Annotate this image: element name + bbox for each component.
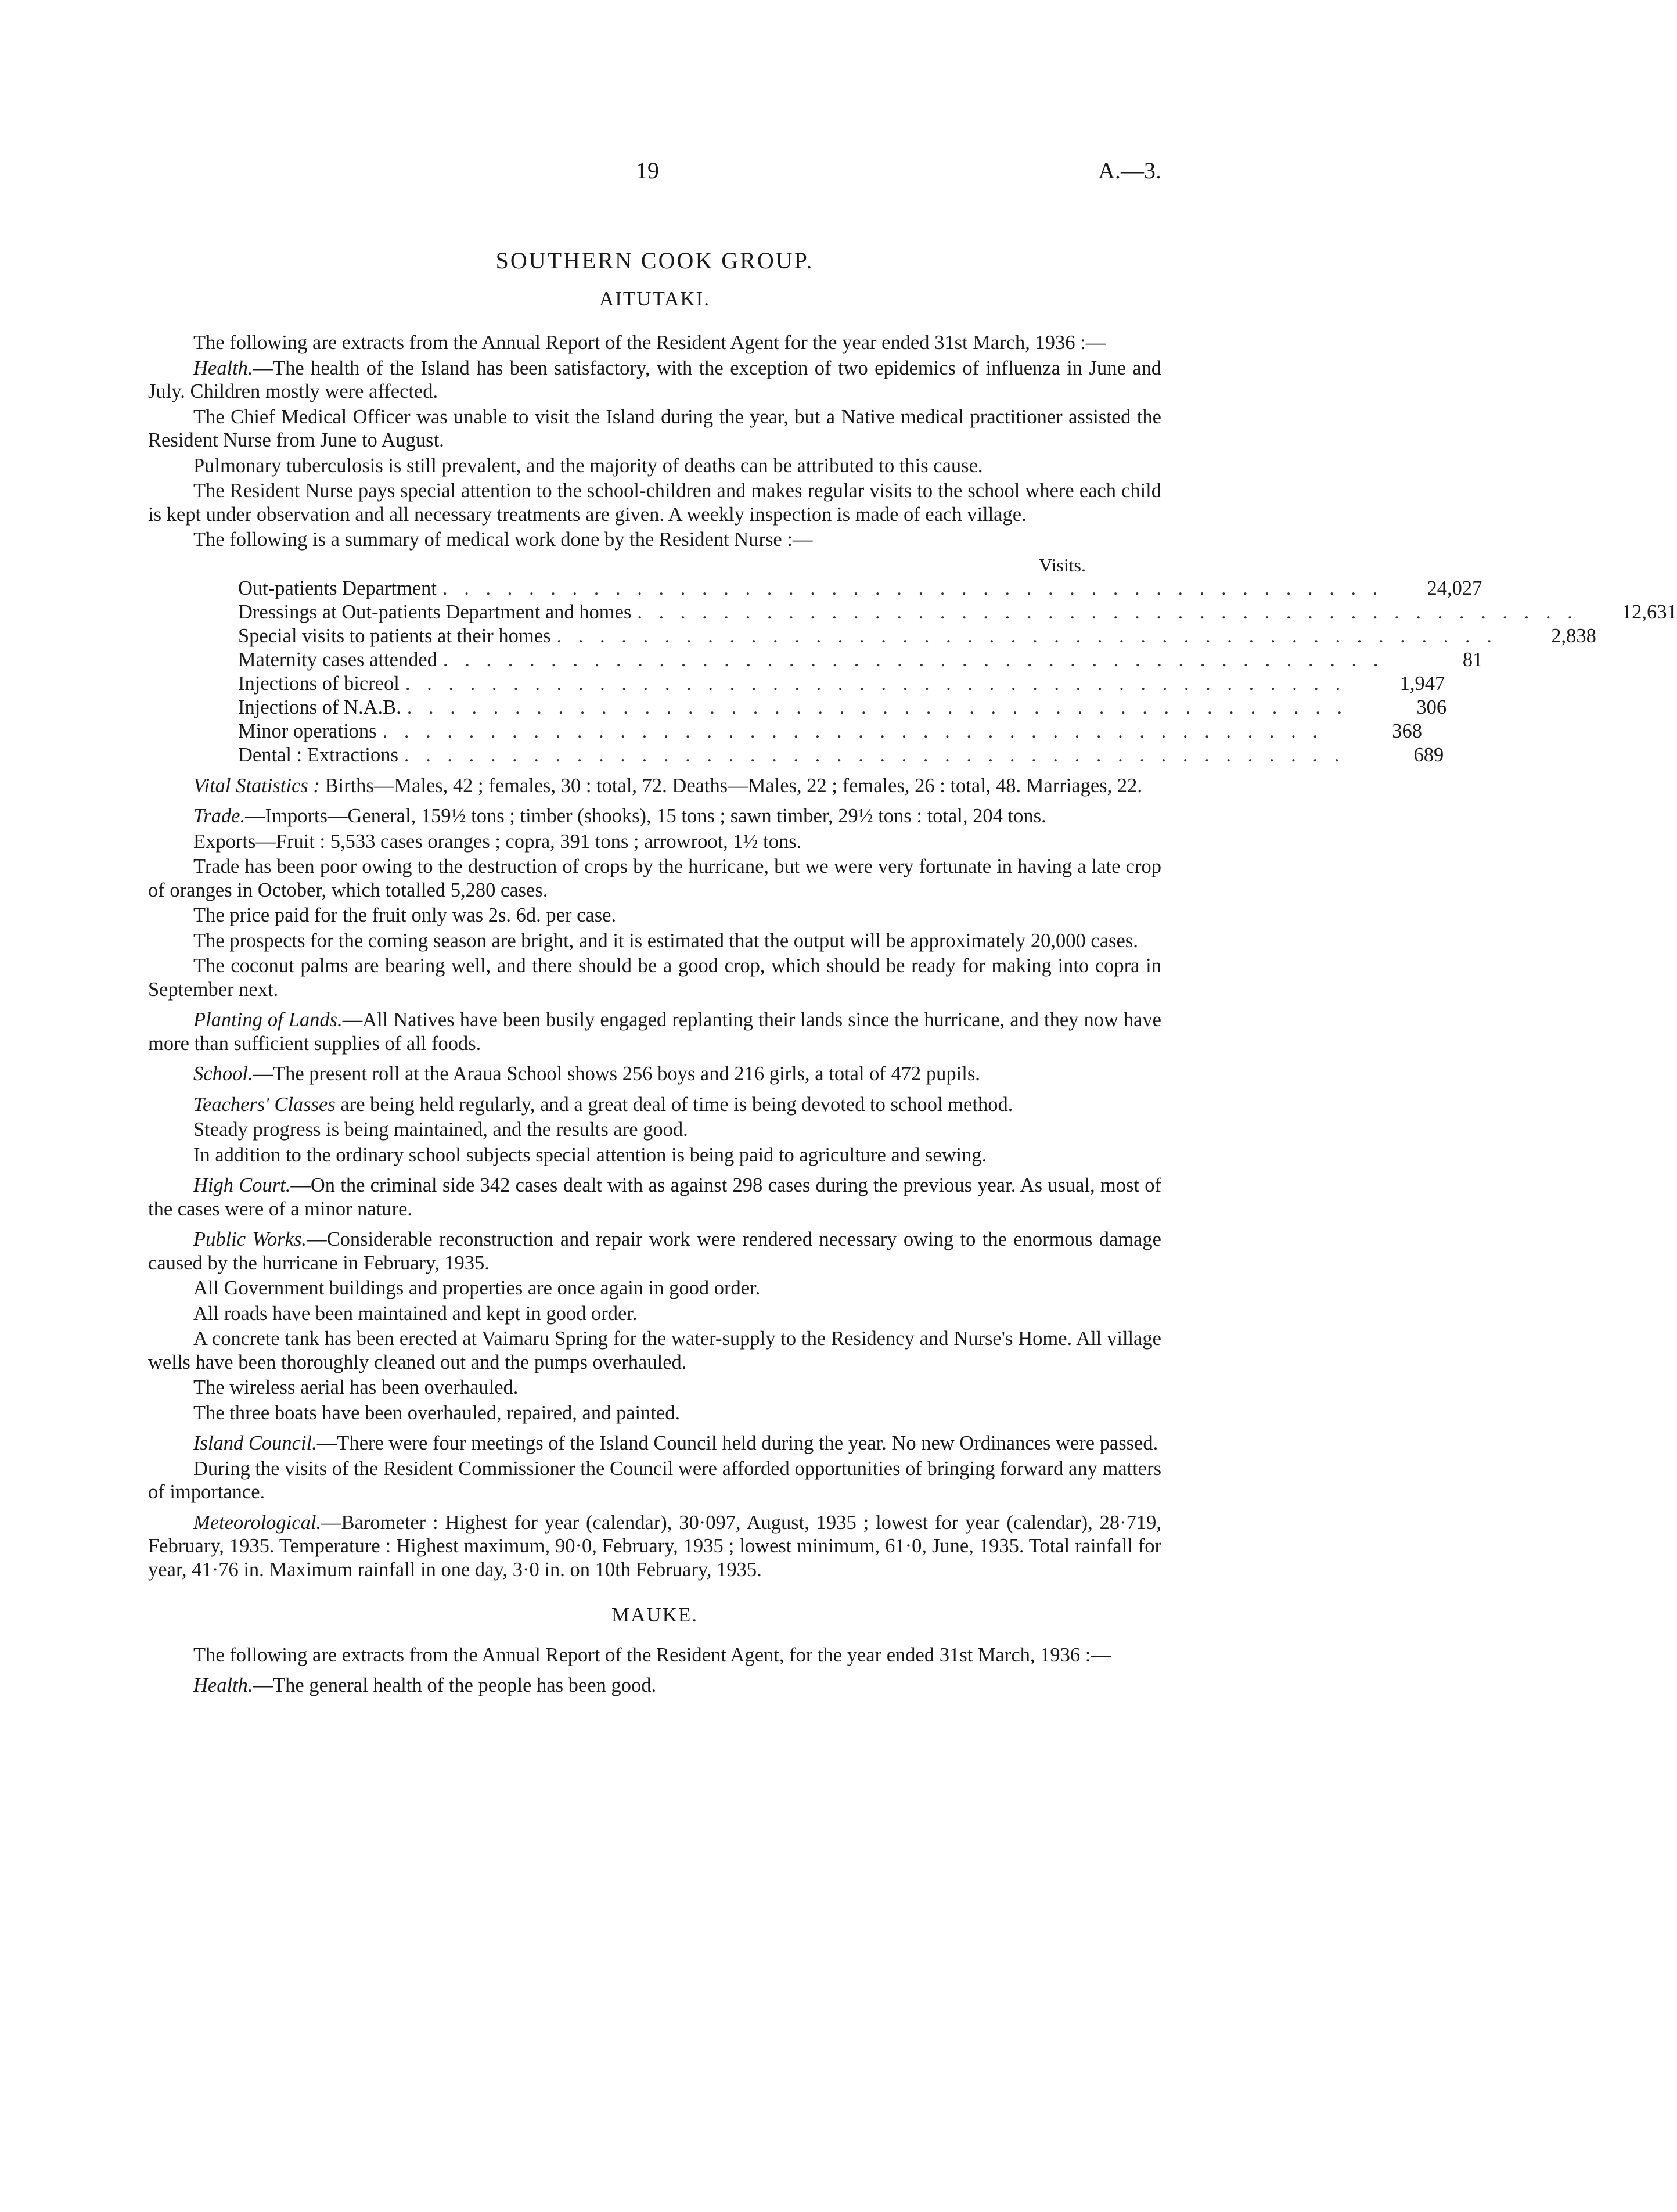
- paragraph-coconut: The coconut palms are bearing well, and there should be a good crop, which should be ready for making into copra in September next.: [148, 955, 1161, 1001]
- paragraph-planting: Planting of Lands.—All Natives have been busily engaged replanting their lands since the hurricane, and they now have more than sufficient supplies of all foods.: [148, 1009, 1161, 1055]
- meteorological-label: Meteorological.: [193, 1511, 322, 1534]
- paragraph-mauke-intro: The following are extracts from the Annual Report of the Resident Agent, for the year ended 31st March, 1936 :—: [193, 1643, 1111, 1666]
- paragraph-summary-intro: The following is a summary of medical work done by the Resident Nurse :—: [193, 528, 813, 551]
- paragraph-high-court: High Court.—On the criminal side 342 cases dealt with as against 298 cases during the previous year. As usual, most of the cases were of a minor nature.: [148, 1174, 1161, 1220]
- table-row: Out-patients Department . . . . . . . . . . . . . . . . . . . . . . . . . . . . . . . . . . . . . . . . . . . . 24,027: [238, 577, 1482, 599]
- paragraph-vital-statistics: Vital Statistics : Births—Males, 42 ; females, 30 : total, 72. Deaths—Males, 22 ; females, 26 : total, 48. Marriages, 22.: [193, 774, 1143, 797]
- main-title: SOUTHERN COOK GROUP.: [495, 247, 814, 274]
- trade-label: Trade.: [193, 805, 246, 827]
- health-label: Health.: [193, 357, 253, 379]
- public-works-label: Public Works.: [193, 1228, 307, 1250]
- table-row: Maternity cases attended . . . . . . . . . . . . . . . . . . . . . . . . . . . . . . . . . . . . . . . . . . . . 81: [238, 648, 1483, 671]
- mauke-health-label: Health.: [193, 1674, 253, 1696]
- high-court-label: High Court.: [193, 1174, 291, 1196]
- table-row: Injections of bicreol . . . . . . . . . . . . . . . . . . . . . . . . . . . . . . . . . . . . . . . . . . . . 1,947: [238, 672, 1445, 695]
- paragraph-health: Health.—The health of the Island has been satisfactory, with the exception of two epidemics of influenza in June and July. Children mostly were affected.: [148, 357, 1161, 402]
- paragraph-mauke-health: Health.—The general health of the people has been good.: [193, 1674, 657, 1696]
- table-row: Dressings at Out-patients Department and homes . . . . . . . . . . . . . . . . . . . . . . . . . . . . . . . . . . . . . . . . . . . . 12,631: [238, 600, 1677, 623]
- paragraph-intro: The following are extracts from the Annual Report of the Resident Agent for the year ended 31st March, 1936 :—: [193, 332, 1106, 354]
- paragraph-fruit-price: The price paid for the fruit only was 2s. 6d. per case.: [193, 904, 617, 926]
- paragraph-tuberculosis: Pulmonary tuberculosis is still prevalent, and the majority of deaths can be attributed to this cause.: [193, 454, 983, 477]
- medical-work-table: [238, 577, 1677, 767]
- table-row: Minor operations . . . . . . . . . . . . . . . . . . . . . . . . . . . . . . . . . . . . . . . . . . . . 368: [238, 720, 1422, 742]
- visits-column-header: Visits.: [1039, 554, 1086, 576]
- paragraph-exports: Exports—Fruit : 5,533 cases oranges ; copra, 391 tons ; arrowroot, 1½ tons.: [193, 830, 802, 853]
- paragraph-resident-nurse: The Resident Nurse pays special attention to the school-children and makes regular visits to the school where each child is kept under observation and all necessary treatments are given. A weekly inspection is made of each village.: [148, 480, 1161, 526]
- table-row: Special visits to patients at their homes . . . . . . . . . . . . . . . . . . . . . . . . . . . . . . . . . . . . . . . . . . . . 2,838: [238, 624, 1596, 647]
- paragraph-public-works: Public Works.—Considerable reconstruction and repair work were rendered necessary owing to the enormous damage caused by the hurricane in February, 1935.: [148, 1228, 1161, 1274]
- teachers-label: Teachers' Classes: [193, 1093, 336, 1116]
- paragraph-trade-poor: Trade has been poor owing to the destruction of crops by the hurricane, but we were very fortunate in having a late crop of oranges in October, which totalled 5,280 cases.: [148, 855, 1161, 901]
- paragraph-trade: Trade.—Imports—General, 159½ tons ; timber (shooks), 15 tons ; sawn timber, 29½ tons : total, 204 tons.: [193, 805, 1046, 827]
- document-body: [148, 331, 1677, 1699]
- paragraph-prospects: The prospects for the coming season are bright, and it is estimated that the output will be approximately 20,000 cases.: [193, 929, 1138, 952]
- section-heading-aitutaki: AITUTAKI.: [599, 287, 711, 310]
- table-row: Dental : Extractions . . . . . . . . . . . . . . . . . . . . . . . . . . . . . . . . . . . . . . . . . . . . 689: [238, 743, 1444, 766]
- paragraph-medical-officer: The Chief Medical Officer was unable to visit the Island during the year, but a Native medical practitioner assisted the Resident Nurse from June to August.: [148, 405, 1161, 451]
- school-label: School.: [193, 1063, 253, 1085]
- section-heading-mauke: MAUKE.: [611, 1603, 699, 1626]
- document-reference: A.—3.: [1098, 157, 1161, 184]
- paragraph-teachers: Teachers' Classes are being held regularly, and a great deal of time is being devoted to school method.: [193, 1093, 1013, 1116]
- page-header: [148, 157, 1161, 197]
- planting-label: Planting of Lands.: [193, 1009, 343, 1031]
- paragraph-tank: A concrete tank has been erected at Vaimaru Spring for the water-supply to the Residency and Nurse's Home. All village wells have been thoroughly cleaned out and the pumps overhauled.: [148, 1328, 1161, 1373]
- paragraph-buildings: All Government buildings and properties are once again in good order.: [193, 1277, 761, 1299]
- vital-statistics-label: Vital Statistics :: [193, 774, 320, 797]
- paragraph-aerial: The wireless aerial has been overhauled.: [193, 1376, 519, 1398]
- island-council-label: Island Council.: [193, 1432, 317, 1454]
- paragraph-boats: The three boats have been overhauled, repaired, and painted.: [193, 1401, 681, 1424]
- paragraph-agriculture: In addition to the ordinary school subjects special attention is being paid to agriculture and sewing.: [193, 1143, 987, 1166]
- page-number: 19: [636, 157, 659, 184]
- paragraph-meteorological: Meteorological.—Barometer : Highest for year (calendar), 30·097, August, 1935 ; lowest for year (calendar), 28·719, February, 1935. Temperature : Highest maximum, 90·0, February, 1935 ; lowest minimum, 61·0, June, 1935. Total rainfall for year, 41·76 in. Maximum rainfall in one day, 3·0 in. on 10th February, 1935.: [148, 1511, 1161, 1581]
- paragraph-progress: Steady progress is being maintained, and the results are good.: [193, 1118, 688, 1141]
- table-row: Injections of N.A.B. . . . . . . . . . . . . . . . . . . . . . . . . . . . . . . . . . . . . . . . . . . . . 306: [238, 696, 1447, 718]
- paragraph-island-council: Island Council.—There were four meetings of the Island Council held during the year. No new Ordinances were passed.: [193, 1432, 1158, 1454]
- paragraph-school: School.—The present roll at the Araua School shows 256 boys and 216 girls, a total of 472 pupils.: [193, 1063, 980, 1085]
- paragraph-roads: All roads have been maintained and kept in good order.: [193, 1302, 638, 1325]
- paragraph-commissioner: During the visits of the Resident Commissioner the Council were afforded opportunities of bringing forward any matters of importance.: [148, 1457, 1161, 1503]
